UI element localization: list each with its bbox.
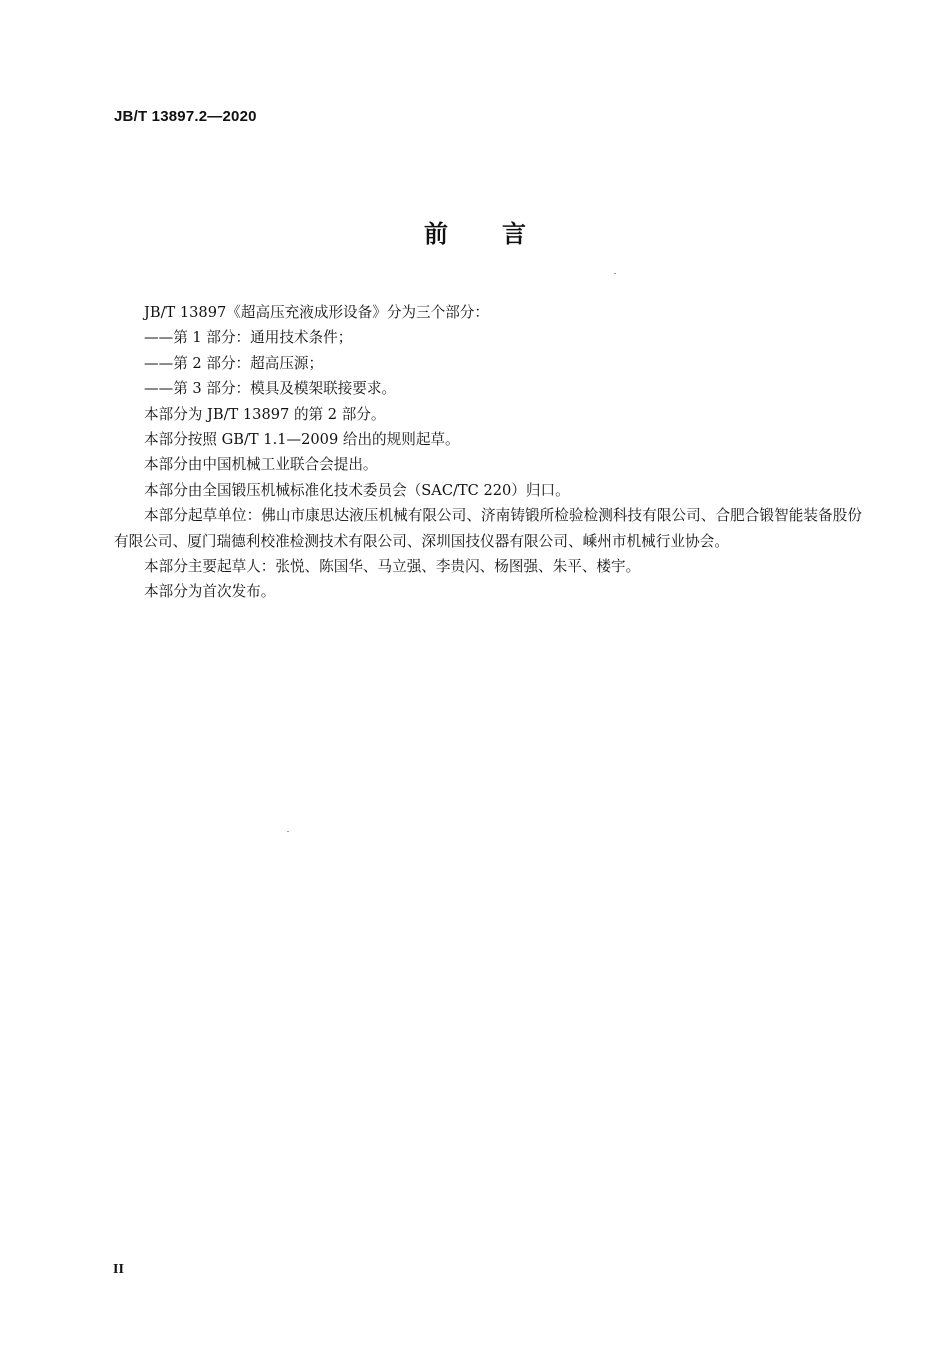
paragraph-first-release: 本部分为首次发布。 [144, 583, 276, 601]
paragraph-parts-intro: JB/T 13897《超高压充液成形设备》分为三个部分： [144, 304, 489, 321]
paragraph-centralized-by: 本部分由全国锻压机械标准化技术委员会（SAC/TC 220）归口。 [144, 481, 570, 499]
paragraph-part-3: ——第 3 部分：模具及模架联接要求。 [144, 380, 397, 398]
paragraph-this-part: 本部分为 JB/T 13897 的第 2 部分。 [144, 405, 386, 423]
paragraph-main-drafters: 本部分主要起草人：张悦、陈国华、马立强、李贵闪、杨图强、朱平、楼宇。 [144, 558, 641, 576]
paragraph-drafting-units: 本部分起草单位：佛山市康思达液压机械有限公司、济南铸锻所检验检测科技有限公司、合肥合锻智能装备股份有限公司、厦门瑞德利校准检测技术有限公司、深圳国技仪器有限公司、嵊州市机械行业协会。 [114, 507, 862, 550]
page-number: II [113, 1262, 124, 1277]
standard-number: JB/T 13897.2—2020 [114, 108, 257, 125]
scan-speck [614, 273, 616, 274]
scan-speck [287, 831, 289, 832]
paragraph-part-1: ——第 1 部分：通用技术条件； [144, 329, 353, 347]
foreword-body [114, 300, 862, 605]
paragraph-drafting-rules: 本部分按照 GB/T 1.1—2009 给出的规则起草。 [144, 431, 460, 449]
paragraph-proposed-by: 本部分由中国机械工业联合会提出。 [144, 456, 378, 474]
page-title: 前言 [424, 220, 580, 248]
paragraph-part-2: ——第 2 部分：超高压源； [144, 354, 324, 372]
